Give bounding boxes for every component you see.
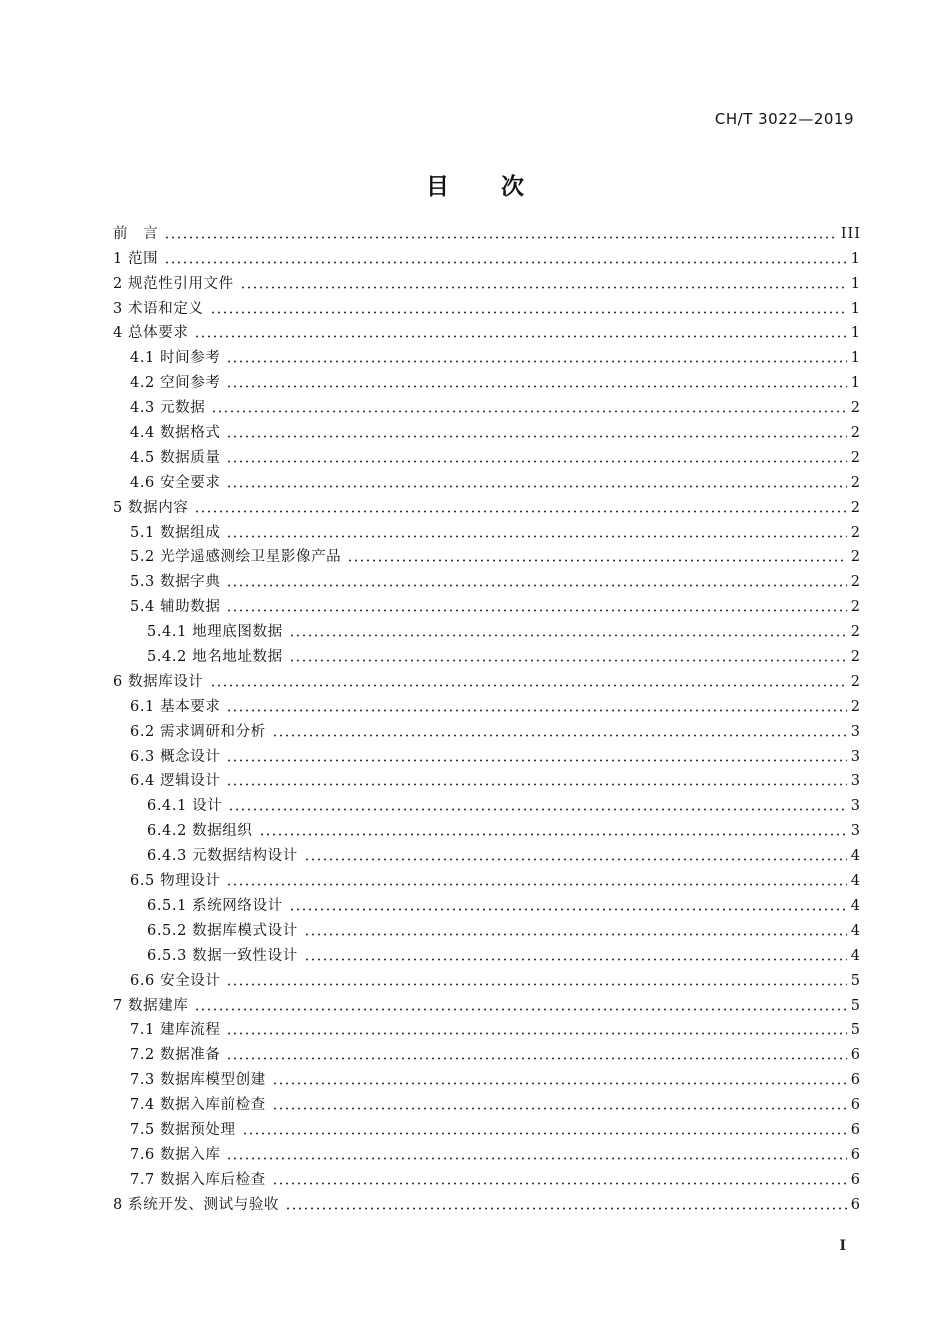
dot-leader bbox=[289, 908, 847, 911]
dot-leader bbox=[272, 734, 847, 737]
dot-leader bbox=[304, 858, 847, 861]
toc-entry[interactable] bbox=[113, 518, 861, 543]
toc-entry-page: 2 bbox=[850, 574, 861, 591]
toc-entry[interactable] bbox=[113, 368, 861, 393]
toc-entry-page: 1 bbox=[850, 300, 861, 317]
toc-entry[interactable] bbox=[113, 816, 861, 841]
dot-leader bbox=[226, 460, 846, 463]
toc-entry-label: 4.4 数据格式 bbox=[130, 425, 221, 442]
dot-leader bbox=[228, 808, 846, 811]
toc-entry-page: 3 bbox=[850, 773, 861, 790]
toc-entry-label: 6.5.3 数据一致性设计 bbox=[147, 947, 298, 964]
toc-entry-label: 6.6 安全设计 bbox=[130, 972, 221, 989]
toc-entry[interactable] bbox=[113, 1190, 861, 1215]
toc-entry-label: 4.3 元数据 bbox=[130, 400, 206, 417]
toc-entry[interactable] bbox=[113, 244, 861, 269]
toc-entry[interactable] bbox=[113, 567, 861, 592]
toc-entry-page: 1 bbox=[850, 275, 861, 292]
dot-leader bbox=[226, 1032, 846, 1035]
toc-entry[interactable] bbox=[113, 1140, 861, 1165]
toc-entry-label: 5.2 光学遥感测绘卫星影像产品 bbox=[130, 549, 342, 566]
toc-entry-page: 6 bbox=[850, 1121, 861, 1138]
dot-leader bbox=[347, 559, 846, 562]
toc-entry-page: 2 bbox=[850, 474, 861, 491]
dot-leader bbox=[211, 410, 846, 413]
toc-entry-label: 2 规范性引用文件 bbox=[113, 275, 234, 292]
toc-entry[interactable] bbox=[113, 269, 861, 294]
dot-leader bbox=[242, 1132, 847, 1135]
toc-entry-label: 6.3 概念设计 bbox=[130, 748, 221, 765]
toc-entry[interactable] bbox=[113, 667, 861, 692]
dot-leader bbox=[226, 883, 846, 886]
toc-entry[interactable] bbox=[113, 941, 861, 966]
toc-entry-page: III bbox=[840, 225, 861, 242]
toc-entry-label: 6.5.1 系统网络设计 bbox=[147, 897, 283, 914]
toc-entry[interactable] bbox=[113, 418, 861, 443]
toc-entry-page: 4 bbox=[850, 848, 861, 865]
page-title: 目次 bbox=[426, 174, 576, 200]
toc-entry-label: 1 范围 bbox=[113, 250, 159, 267]
toc-entry-page: 4 bbox=[850, 922, 861, 939]
standard-code: CH/T 3022—2019 bbox=[714, 110, 854, 128]
dot-leader bbox=[272, 1082, 847, 1085]
toc-entry-label: 5.4 辅助数据 bbox=[130, 599, 221, 616]
toc-entry[interactable] bbox=[113, 791, 861, 816]
dot-leader bbox=[226, 435, 846, 438]
toc-entry[interactable] bbox=[113, 717, 861, 742]
toc-entry-page: 2 bbox=[850, 698, 861, 715]
toc-entry[interactable] bbox=[113, 468, 861, 493]
toc-entry[interactable] bbox=[113, 767, 861, 792]
dot-leader bbox=[226, 609, 846, 612]
toc-entry-label: 5.4.2 地名地址数据 bbox=[147, 649, 283, 666]
toc-entry-label: 8 系统开发、测试与验收 bbox=[113, 1196, 280, 1213]
dot-leader bbox=[226, 584, 846, 587]
toc-entry[interactable] bbox=[113, 966, 861, 991]
page-number: I bbox=[839, 1238, 846, 1254]
toc-entry-label: 6.5 物理设计 bbox=[130, 873, 221, 890]
dot-leader bbox=[226, 385, 846, 388]
toc-entry-label: 4.5 数据质量 bbox=[130, 449, 221, 466]
toc-entry-page: 6 bbox=[850, 1146, 861, 1163]
toc-entry-label: 6.5.2 数据库模式设计 bbox=[147, 922, 298, 939]
toc-entry[interactable] bbox=[113, 1040, 861, 1065]
toc-entry[interactable] bbox=[113, 1165, 861, 1190]
toc-entry-label: 6.2 需求调研和分析 bbox=[130, 723, 266, 740]
toc-entry[interactable] bbox=[113, 592, 861, 617]
dot-leader bbox=[259, 833, 847, 836]
toc-entry[interactable] bbox=[113, 642, 861, 667]
dot-leader bbox=[194, 510, 846, 513]
toc-entry-page: 4 bbox=[850, 947, 861, 964]
toc-entry[interactable] bbox=[113, 891, 861, 916]
toc-entry[interactable] bbox=[113, 866, 861, 891]
toc-entry[interactable] bbox=[113, 443, 861, 468]
dot-leader bbox=[304, 933, 847, 936]
toc-entry-label: 4.2 空间参考 bbox=[130, 375, 221, 392]
toc-entry-label: 7.1 建库流程 bbox=[130, 1022, 221, 1039]
toc-entry[interactable] bbox=[113, 543, 861, 568]
toc-entry-page: 1 bbox=[850, 325, 861, 342]
dot-leader bbox=[226, 535, 846, 538]
dot-leader bbox=[226, 1057, 846, 1060]
toc-entry[interactable] bbox=[113, 916, 861, 941]
toc-entry-label: 7.7 数据入库后检查 bbox=[130, 1171, 266, 1188]
toc-entry-page: 2 bbox=[850, 425, 861, 442]
toc-entry-page: 2 bbox=[850, 400, 861, 417]
toc-entry-page: 6 bbox=[850, 1196, 861, 1213]
dot-leader bbox=[226, 759, 846, 762]
toc-entry-page: 6 bbox=[850, 1171, 861, 1188]
dot-leader bbox=[194, 1008, 846, 1011]
toc-entry-label: 5 数据内容 bbox=[113, 499, 189, 516]
dot-leader bbox=[226, 360, 846, 363]
toc-entry-page: 5 bbox=[850, 1022, 861, 1039]
toc-entry[interactable] bbox=[113, 617, 861, 642]
dot-leader bbox=[272, 1182, 847, 1185]
toc-entry[interactable] bbox=[113, 1090, 861, 1115]
dot-leader bbox=[164, 236, 837, 239]
toc-entry[interactable] bbox=[113, 991, 861, 1016]
dot-leader bbox=[164, 261, 847, 264]
dot-leader bbox=[226, 485, 846, 488]
toc-entry-page: 5 bbox=[850, 997, 861, 1014]
toc-entry[interactable] bbox=[113, 742, 861, 767]
toc-entry[interactable] bbox=[113, 294, 861, 319]
dot-leader bbox=[210, 684, 847, 687]
table-of-contents bbox=[113, 219, 861, 1215]
toc-entry-page: 2 bbox=[850, 499, 861, 516]
toc-entry-page: 6 bbox=[850, 1047, 861, 1064]
dot-leader bbox=[226, 983, 846, 986]
toc-entry-page: 2 bbox=[850, 449, 861, 466]
toc-entry-page: 1 bbox=[850, 350, 861, 367]
toc-entry-page: 2 bbox=[850, 624, 861, 641]
toc-entry-page: 3 bbox=[850, 823, 861, 840]
dot-leader bbox=[194, 335, 846, 338]
toc-entry-label: 4 总体要求 bbox=[113, 325, 189, 342]
toc-entry-label: 7.5 数据预处理 bbox=[130, 1121, 236, 1138]
dot-leader bbox=[304, 958, 847, 961]
toc-entry-label: 6.4 逻辑设计 bbox=[130, 773, 221, 790]
dot-leader bbox=[285, 1207, 847, 1210]
toc-entry-label: 6.1 基本要求 bbox=[130, 698, 221, 715]
toc-entry[interactable] bbox=[113, 841, 861, 866]
toc-entry-label: 7.3 数据库模型创建 bbox=[130, 1072, 266, 1089]
toc-entry[interactable] bbox=[113, 493, 861, 518]
toc-entry[interactable] bbox=[113, 1065, 861, 1090]
toc-entry-label: 5.3 数据字典 bbox=[130, 574, 221, 591]
dot-leader bbox=[240, 286, 847, 289]
dot-leader bbox=[272, 1107, 847, 1110]
dot-leader bbox=[289, 634, 847, 637]
toc-entry[interactable] bbox=[113, 219, 861, 244]
toc-entry-label: 前 言 bbox=[113, 225, 159, 242]
dot-leader bbox=[210, 311, 847, 314]
dot-leader bbox=[226, 1157, 846, 1160]
dot-leader bbox=[289, 659, 847, 662]
toc-entry-page: 4 bbox=[850, 873, 861, 890]
toc-entry[interactable] bbox=[113, 319, 861, 344]
toc-entry-label: 3 术语和定义 bbox=[113, 300, 204, 317]
toc-entry-label: 5.4.1 地理底图数据 bbox=[147, 624, 283, 641]
toc-entry-page: 2 bbox=[850, 649, 861, 666]
toc-entry-label: 4.1 时间参考 bbox=[130, 350, 221, 367]
toc-entry[interactable] bbox=[113, 393, 861, 418]
toc-entry-label: 7 数据建库 bbox=[113, 997, 189, 1014]
toc-entry-page: 6 bbox=[850, 1097, 861, 1114]
toc-entry-label: 4.6 安全要求 bbox=[130, 474, 221, 491]
toc-entry-label: 6.4.3 元数据结构设计 bbox=[147, 848, 298, 865]
toc-entry-page: 1 bbox=[850, 250, 861, 267]
toc-entry[interactable] bbox=[113, 343, 861, 368]
toc-entry-page: 2 bbox=[850, 524, 861, 541]
toc-entry-page: 2 bbox=[850, 673, 861, 690]
toc-entry-label: 5.1 数据组成 bbox=[130, 524, 221, 541]
toc-entry-label: 7.6 数据入库 bbox=[130, 1146, 221, 1163]
toc-entry-page: 3 bbox=[850, 723, 861, 740]
toc-entry-page: 6 bbox=[850, 1072, 861, 1089]
dot-leader bbox=[226, 709, 846, 712]
toc-entry-label: 6 数据库设计 bbox=[113, 673, 204, 690]
toc-entry-label: 7.4 数据入库前检查 bbox=[130, 1097, 266, 1114]
toc-entry-label: 6.4.2 数据组织 bbox=[147, 823, 253, 840]
toc-entry-label: 7.2 数据准备 bbox=[130, 1047, 221, 1064]
toc-entry[interactable] bbox=[113, 692, 861, 717]
toc-entry-label: 6.4.1 设计 bbox=[147, 798, 223, 815]
dot-leader bbox=[226, 783, 846, 786]
toc-entry-page: 5 bbox=[850, 972, 861, 989]
toc-entry-page: 2 bbox=[850, 599, 861, 616]
toc-entry-page: 2 bbox=[850, 549, 861, 566]
toc-entry-page: 1 bbox=[850, 375, 861, 392]
toc-entry-page: 3 bbox=[850, 798, 861, 815]
toc-entry-page: 4 bbox=[850, 897, 861, 914]
toc-entry-page: 3 bbox=[850, 748, 861, 765]
toc-entry[interactable] bbox=[113, 1115, 861, 1140]
toc-entry[interactable] bbox=[113, 1016, 861, 1041]
